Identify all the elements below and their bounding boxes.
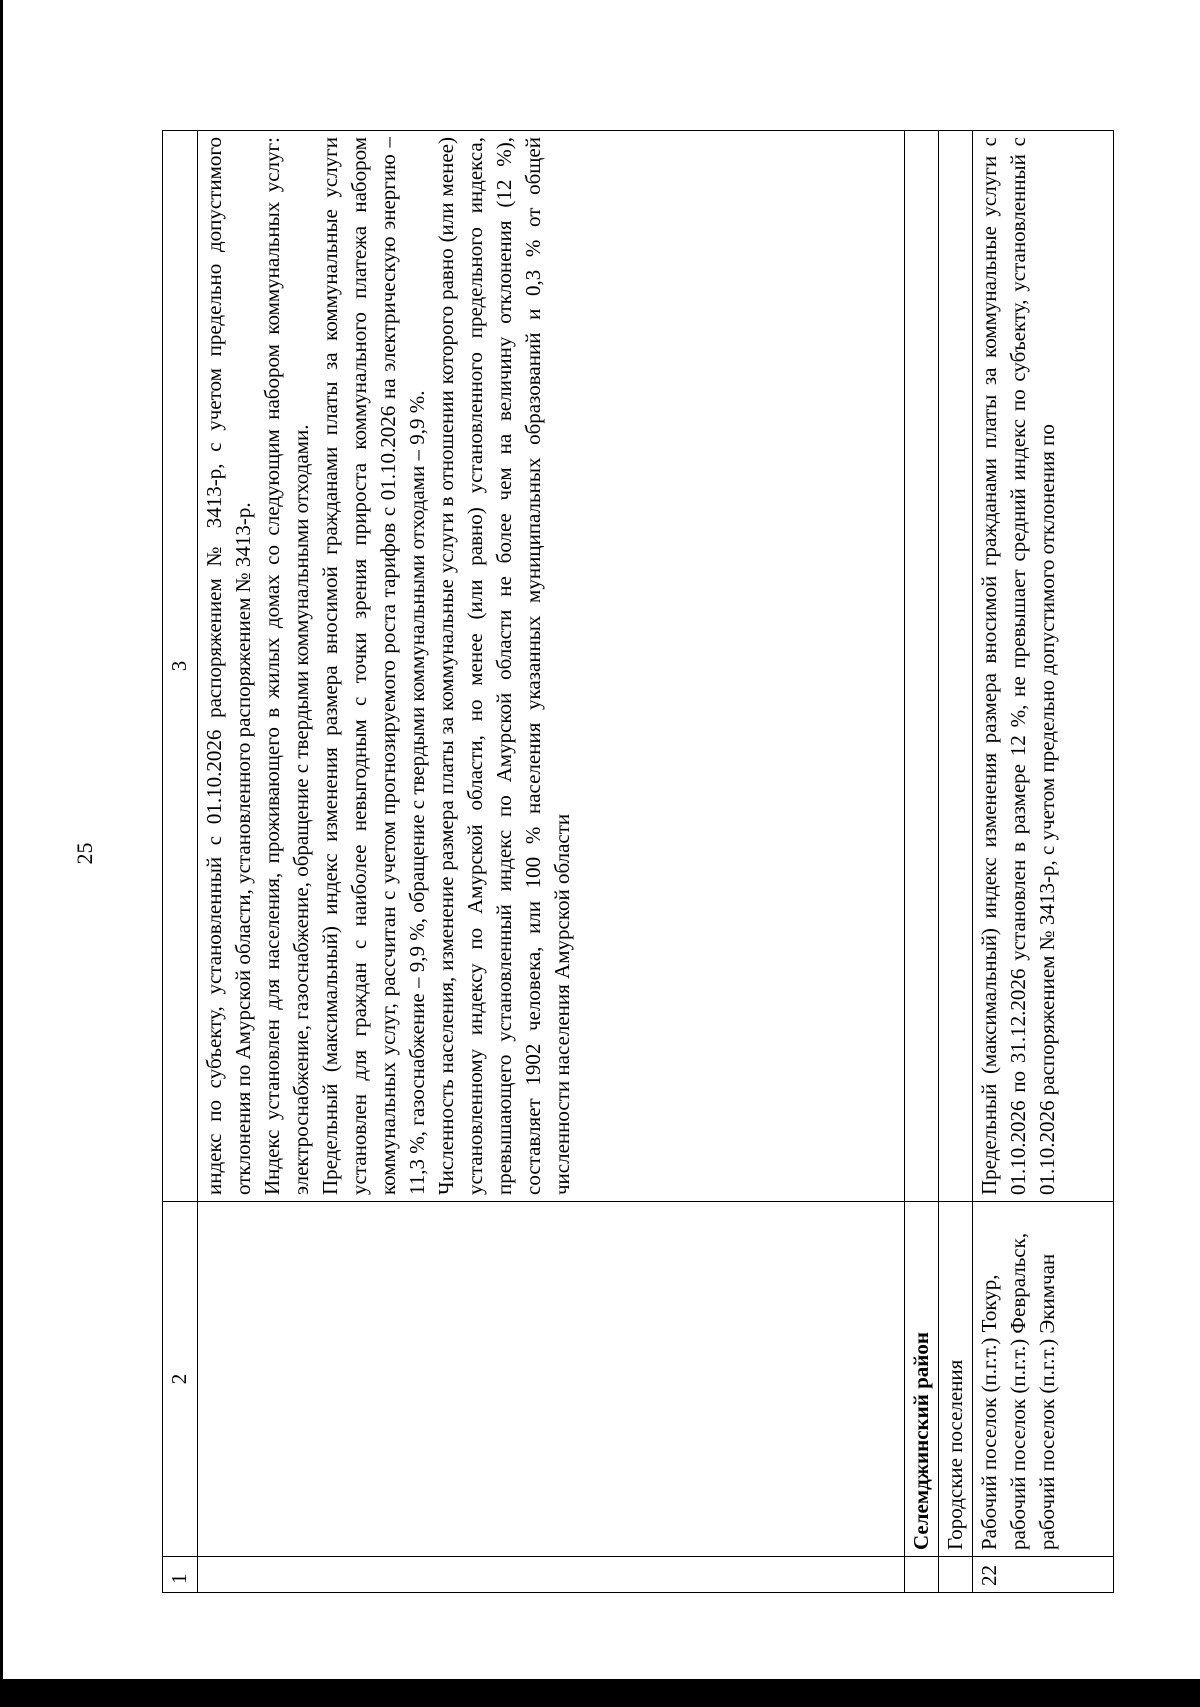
table-row-subsection (938, 131, 972, 1593)
table-header-row (163, 131, 198, 1593)
paragraph: индекс по субъекту, установленный с 01.10.2026 распоряжением № 3413-р, с учетом предельно допустимого отклонения по Амурской области, установленного распоряжением № 3413-р. (202, 137, 255, 1195)
district-name: Селемджинский район (905, 1202, 939, 1557)
page-number: 25 (72, 842, 97, 865)
cell-continued-territory (198, 1202, 905, 1557)
header-col-2: 2 (163, 1202, 198, 1557)
subsection-name: Городские поселения (938, 1202, 972, 1557)
header-col-1: 1 (163, 1557, 198, 1593)
row-number: 22 (972, 1557, 1113, 1593)
table-row-district (905, 131, 939, 1593)
territory-item: рабочий поселок (п.г.т.) Февральск, (1005, 1232, 1030, 1550)
cell-continued-description (198, 131, 905, 1202)
paragraph: Предельный (максимальный) индекс изменения размера вносимой гражданами платы за коммунальные услуги установлен для граждан с наиболее невыгодным с точки зрения прироста коммунального платежа набором коммунальных услуг, рассчитан с учетом прогнозируемого роста тарифов с 01.10.2026 на электрическую энергию – 11,3 %, газоснабжение – 9,9 %, обращение с твердыми коммунальными отходами – 9,9 %. (317, 137, 429, 1195)
index-table (162, 130, 1114, 1593)
territory-item: Рабочий поселок (п.г.т.) Токур, (976, 1274, 1001, 1550)
cell-continued-num (198, 1557, 905, 1593)
territory-item: рабочий поселок (п.г.т.) Экимчан (1034, 1253, 1059, 1550)
paragraph: Численность населения, изменение размера платы за коммунальные услуги в отношении которого равно (или менее) установленному индексу по Амурской области, но менее (или равно) установленного предельного индекса, превышающего установленный индекс по Амурской области не более чем на величину отклонения (12 %), составляет 1902 человека, или 100 % населения указанных муниципальных образований и 0,3 % от общей численности населения Амурской области (433, 137, 574, 1195)
paragraph: Индекс установлен для населения, проживающего в жилых домах со следующим набором коммунальных услуг: электроснабжение, газоснабжение, обращение с твердыми коммунальными отходами. (259, 137, 313, 1195)
header-col-3: 3 (163, 131, 198, 1202)
paragraph: Предельный (максимальный) индекс изменения размера вносимой гражданами платы за коммунальные услуги с 01.10.2026 по 31.12.2026 установлен в размере 12 %, не превышает средний индекс по субъекту, установленный с 01.10.2026 распоряжением № 3413-р, с учетом предельно допустимого отклонения по (976, 137, 1059, 1195)
territory-list (972, 1202, 1113, 1557)
row-22-description (972, 131, 1113, 1202)
table-row-continued (198, 131, 905, 1593)
table-row-22 (972, 131, 1113, 1593)
